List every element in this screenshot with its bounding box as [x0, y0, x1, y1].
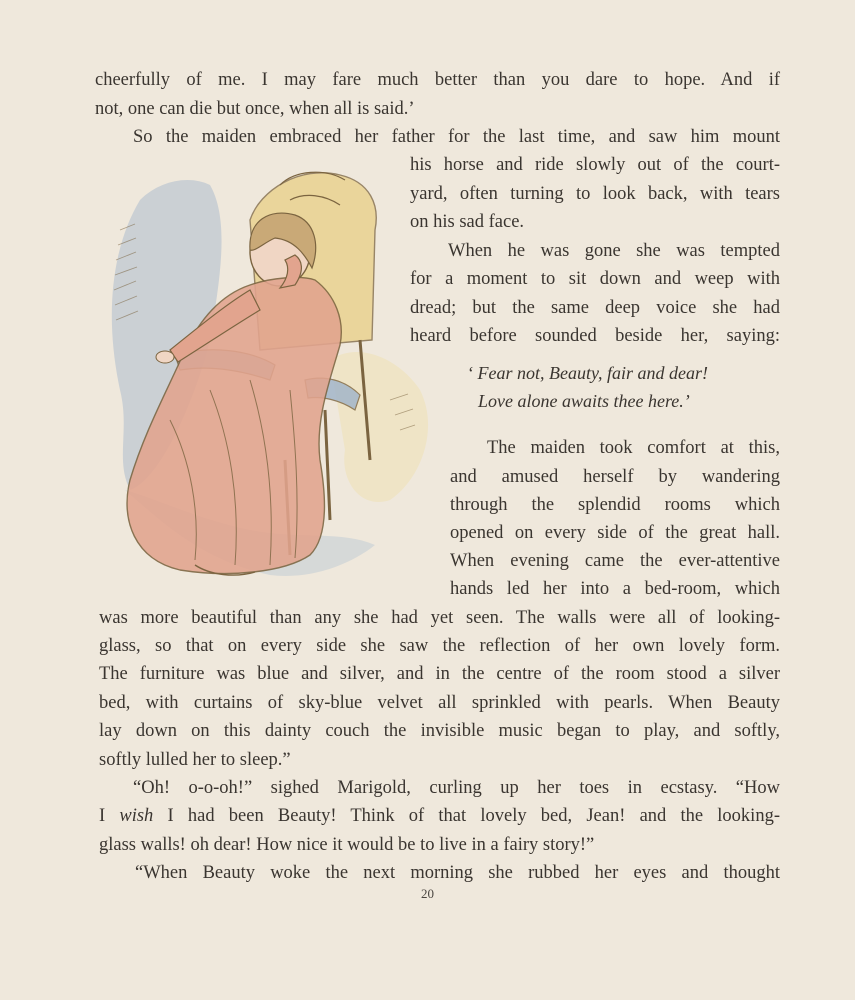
text-line: glass walls! oh dear! How nice it would be to live in a fairy story!” [99, 835, 595, 855]
text-line: on his sad face. [410, 212, 525, 232]
text-line [99, 802, 780, 830]
text-line: cheerfully of me. I may fare much better than you dare to hope. And if [95, 70, 780, 90]
text-line: The maiden took comfort at this, [487, 438, 780, 458]
text-line: When evening came the ever-attentive [450, 551, 780, 571]
text-span: I had been Beauty! Think of that lovely bed, Jean! and the looking- [153, 806, 780, 826]
text-line: softly lulled her to sleep.” [99, 750, 291, 770]
page-number: 20 [421, 886, 434, 901]
maiden-hand [156, 351, 174, 363]
text-line: glass, so that on every side she saw the reflection of her own lovely form. [99, 636, 780, 656]
text-line: dread; but the same deep voice she had [410, 298, 780, 318]
text-line: “When Beauty woke the next morning she rubbed her eyes and thought [135, 863, 780, 883]
text-line: So the maiden embraced her father for the last time, and saw him mount [133, 127, 780, 147]
maiden-in-armchair-illustration [100, 160, 450, 590]
text-line: not, one can die but once, when all is said.’ [95, 99, 415, 119]
text-line: hands led her into a bed-room, which [450, 579, 780, 599]
text-line: heard before sounded beside her, saying: [410, 326, 780, 346]
text-line: yard, often turning to look back, with tears [410, 184, 780, 204]
emphasis-wish: wish [119, 806, 154, 826]
text-line: lay down on this dainty couch the invisible music began to play, and softly, [99, 721, 780, 741]
text-line: was more beautiful than any she had yet seen. The walls were all of looking- [99, 608, 780, 628]
verse-line: Love alone awaits thee here.’ [478, 391, 690, 411]
verse-line: ‘ Fear not, Beauty, fair and dear! [467, 363, 708, 383]
shadow-wash [330, 352, 428, 502]
text-line: and amused herself by wandering [450, 467, 780, 487]
text-line: opened on every side of the great hall. [450, 523, 780, 543]
text-span: I [99, 806, 120, 826]
text-line: “Oh! o-o-oh!” sighed Marigold, curling up her toes in ecstasy. “How [133, 778, 780, 798]
text-line: his horse and ride slowly out of the court- [410, 155, 780, 175]
text-line: The furniture was blue and silver, and in the centre of the room stood a silver [99, 664, 780, 684]
text-line: bed, with curtains of sky-blue velvet all sprinkled with pearls. When Beauty [99, 693, 780, 713]
text-line: for a moment to sit down and weep with [410, 269, 780, 289]
text-line: When he was gone she was tempted [448, 241, 780, 261]
text-line: through the splendid rooms which [450, 495, 780, 515]
